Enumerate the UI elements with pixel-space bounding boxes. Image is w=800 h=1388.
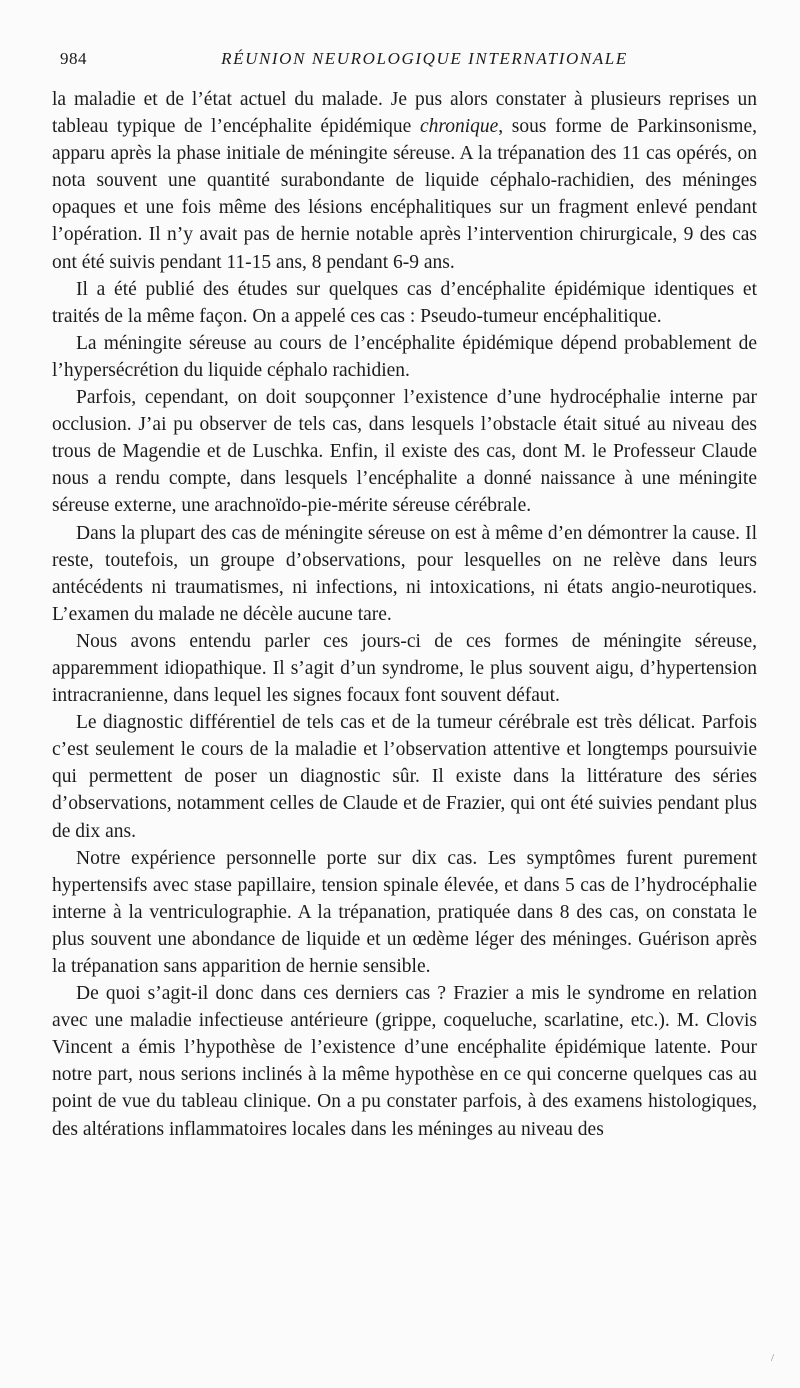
edge-mark: / bbox=[770, 1352, 774, 1364]
page-number: 984 bbox=[60, 49, 87, 68]
paragraph-1-text-end: , sous forme de Parkinsonisme, apparu après la phase initiale de méningite séreuse. A la trépanation des 11 cas opérés, on nota souvent une quantité surabondante de liquide céphalo-rachidien, des méninges opaques et une fois même des lésions encéphalitiques sur un fragment enlevé pendant l’opération. Il n’y avait pas de hernie notable après l’intervention chirurgicale, 9 des cas ont été suivis pendant 11-15 ans, 8 pendant 6-9 ans. bbox=[52, 116, 757, 273]
body-text bbox=[52, 86, 757, 1143]
running-title: RÉUNION NEUROLOGIQUE INTERNATIONALE bbox=[221, 49, 628, 68]
paragraph-6: Nous avons entendu parler ces jours-ci de ces formes de méningite séreuse, apparemment idiopathique. Il s’agit d’un syndrome, le plus souvent aigu, d’hypertension intracranienne, dans lequel les signes focaux font souvent défaut. bbox=[52, 630, 757, 707]
paragraph-8: Notre expérience personnelle porte sur dix cas. Les symptômes furent purement hypertensifs avec stase papillaire, tension spinale élevée, et dans 5 cas de l’hydrocéphalie interne à la ventriculographie. A la trépanation, pratiquée dans 8 des cas, on constata le plus souvent une abondance de liquide et un œdème léger des méninges. Guérison après la trépanation sans apparition de hernie sensible. bbox=[52, 847, 757, 977]
paragraph-4: Parfois, cependant, on doit soupçonner l’existence d’une hydrocéphalie interne par occlusion. J’ai pu observer de tels cas, dans lesquels l’obstacle était situé au niveau des trous de Magendie et de Luschka. Enfin, il existe des cas, dont M. le Professeur Claude nous a rendu compte, dans lesquels l’encéphalite a donné naissance à une méningite séreuse externe, une arachnoïdo-pie-mérite séreuse cérébrale. bbox=[52, 387, 757, 517]
paragraph-2: Il a été publié des études sur quelques cas d’encéphalite épidémique identiques et traités de la même façon. On a appelé ces cas : Pseudo-tumeur encéphalitique. bbox=[52, 278, 757, 327]
paragraph-7: Le diagnostic différentiel de tels cas et de la tumeur cérébrale est très délicat. Parfois c’est seulement le cours de la maladie et l’observation attentive et longtemps poursuivie qui permettent de poser un diagnostic sûr. Il existe dans la littérature des séries d’observations, notamment celles de Claude et de Frazier, qui ont été suivies pendant plus de dix ans. bbox=[52, 712, 757, 842]
page-header bbox=[52, 49, 757, 77]
paragraph-1-emphasis: chronique bbox=[419, 116, 499, 138]
paragraph-9: De quoi s’agit-il donc dans ces derniers cas ? Frazier a mis le syndrome en relation avec une maladie infectieuse antérieure (grippe, coqueluche, scarlatine, etc.). M. Clovis Vincent a émis l’hypothèse de l’existence d’une encéphalite épidémique latente. Pour notre part, nous serions inclinés à la même hypothèse en ce qui concerne quelques cas au point de vue du tableau clinique. On a pu constater parfois, à des examens histologiques, des altérations inflammatoires locales dans les méninges au niveau des bbox=[52, 983, 757, 1140]
paragraph-3: La méningite séreuse au cours de l’encéphalite épidémique dépend probablement de l’hypersécrétion du liquide céphalo rachidien. bbox=[52, 332, 757, 381]
paragraph-1-text-start: la maladie et de l’état actuel du malade. Je pus alors constater à plusieurs reprises un tableau typique de l’encéphalite épidémique bbox=[52, 89, 757, 138]
paragraph-5: Dans la plupart des cas de méningite séreuse on est à même d’en démontrer la cause. Il reste, toutefois, un groupe d’observations, pour lesquelles on ne relève dans leurs antécédents ni traumatismes, ni infections, ni intoxications, ni états angio-neurotiques. L’examen du malade ne décèle aucune tare. bbox=[52, 522, 757, 625]
paragraph-1 bbox=[52, 86, 757, 276]
